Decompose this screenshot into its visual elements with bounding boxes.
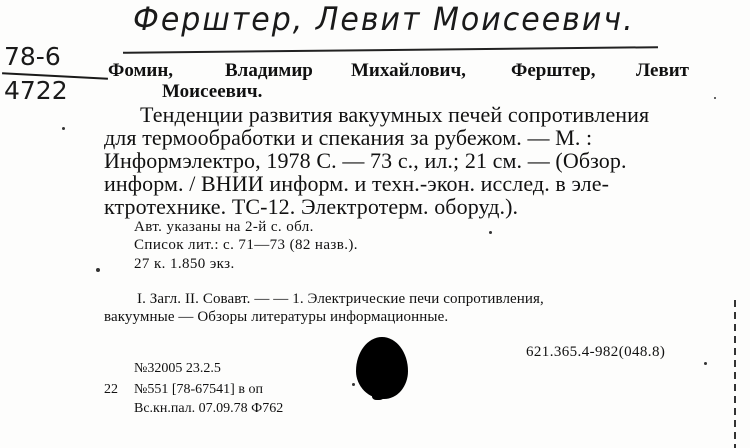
scan-speck	[96, 268, 100, 272]
card-register-number: №551 [78-67541] в оп	[134, 382, 263, 397]
ink-blot-tail	[372, 392, 384, 400]
description-line: ктротехнике. ТС-12. Электротерм. оборуд.).	[104, 194, 519, 219]
ink-blot	[356, 337, 408, 399]
shelfmark-line-top: 78-6	[4, 42, 61, 71]
scan-speck	[704, 362, 707, 365]
description-line: информ. / ВНИИ информ. и техн.-экон. исслед. в эле-	[104, 171, 610, 196]
scan-speck	[62, 127, 65, 130]
author-patronymic: Михайлович,	[351, 60, 466, 81]
subject-heading-line: I. Загл. II. Совавт. — — 1. Электрические печи сопротивления,	[137, 291, 544, 307]
description-line: Информэлектро, 1978 С. — 73 с., ил.; 21 см. — (Обзор.	[104, 148, 627, 173]
handwritten-author-heading: Ферштер, Левит Моисеевич.	[133, 1, 635, 39]
scan-speck	[489, 231, 492, 234]
card-number: №32005 23.2.5	[134, 361, 221, 376]
heading-underline	[123, 46, 658, 54]
book-chamber-info: Вс.кн.пал. 07.09.78 Ф762	[134, 401, 284, 416]
coauthor-surname: Ферштер,	[511, 60, 596, 81]
edge-scan-mark	[734, 300, 736, 448]
description-line: для термообработки и спекания за рубежом. — М. :	[104, 125, 593, 150]
subject-heading-line: вакуумные — Обзоры литературы информационные.	[104, 309, 449, 325]
note-line: 27 к. 1.850 экз.	[134, 256, 235, 272]
description-line: Тенденции развития вакуумных печей сопротивления	[140, 102, 650, 127]
author-first-name: Владимир	[225, 60, 313, 81]
coauthor-first-name: Левит	[636, 60, 690, 81]
note-line: Список лит.: с. 71—73 (82 назв.).	[134, 237, 358, 253]
card-number-prefix: 22	[104, 382, 118, 397]
shelfmark-line-bottom: 4722	[4, 76, 68, 105]
note-line: Авт. указаны на 2-й с. обл.	[134, 219, 314, 235]
classification-index: 621.365.4-982(048.8)	[526, 344, 666, 360]
author-surname: Фомин,	[108, 60, 174, 81]
scan-speck	[352, 383, 355, 386]
scan-speck	[714, 97, 716, 99]
coauthor-patronymic: Моисеевич.	[162, 81, 263, 102]
